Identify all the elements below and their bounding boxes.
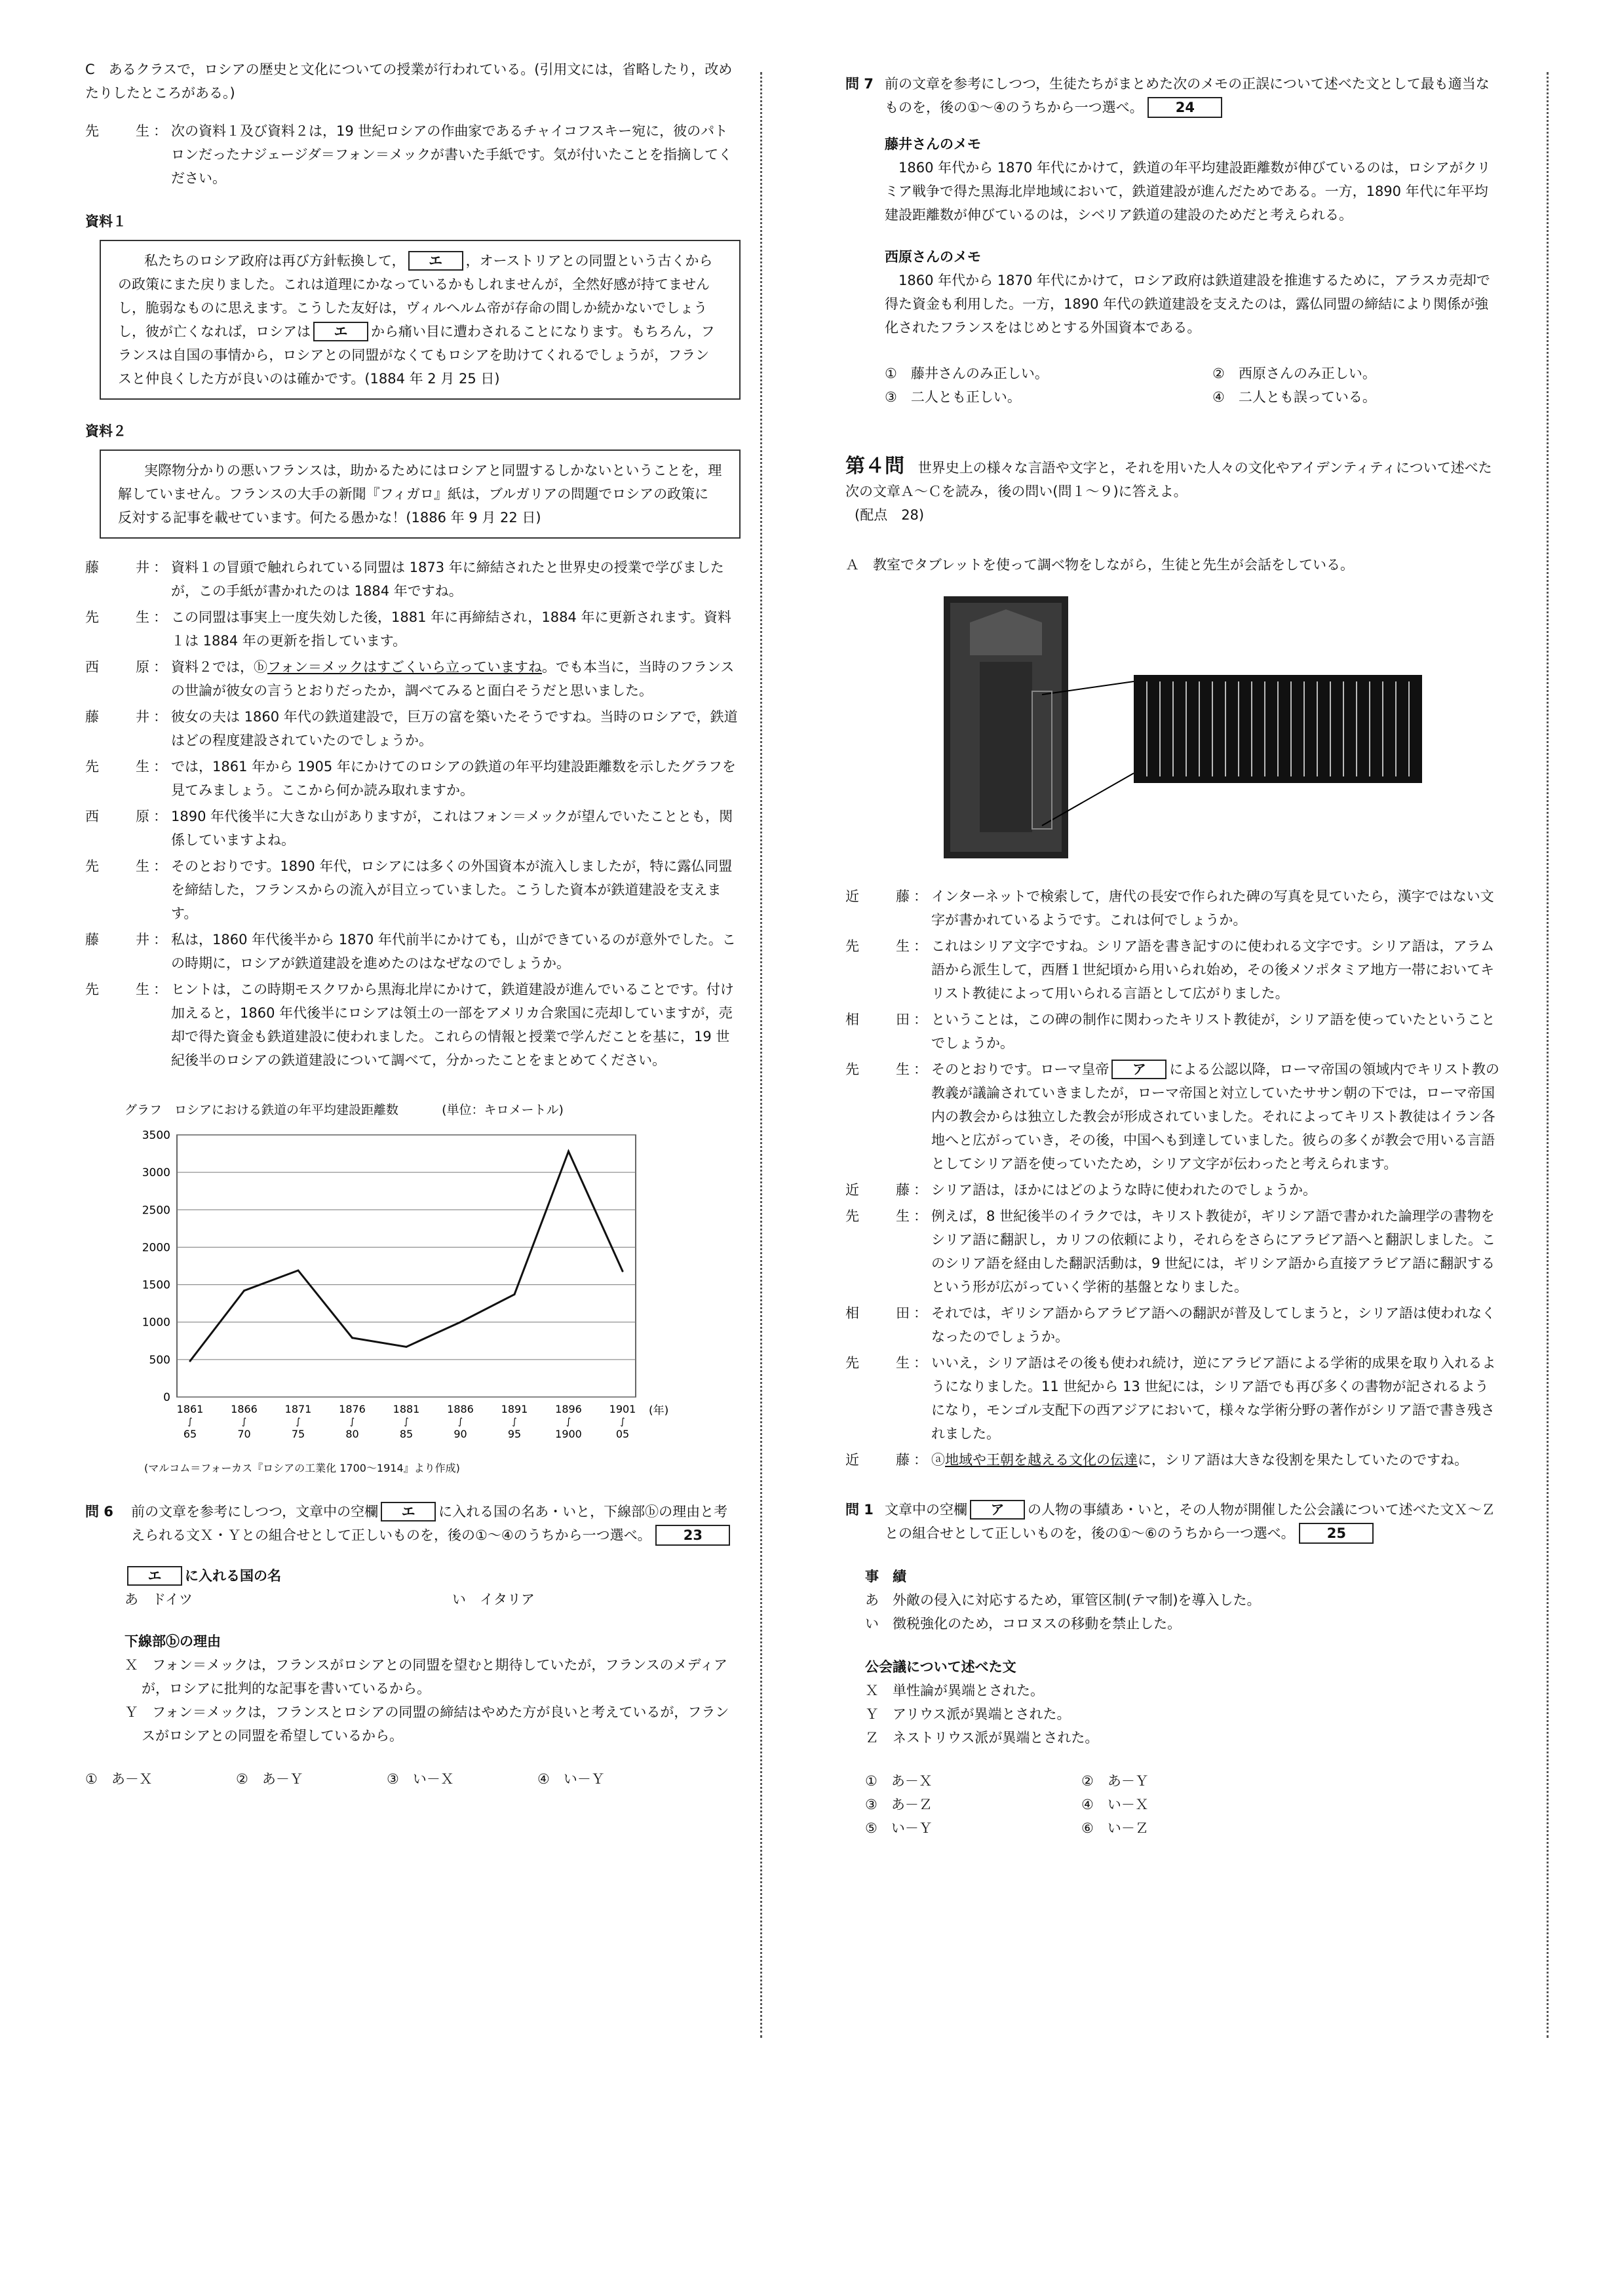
- q1-option[interactable]: ④ い－Ｘ: [1081, 1797, 1149, 1812]
- dialogue-line: 先 生 ： そのとおりです。ローマ皇帝 ア による公認以降，ローマ帝国の領域内でキリスト教の教義が議論されていきましたが，ローマ帝国と対立していたササン朝の下では，ローマ帝国内の教会からは独立した教会が形成されていました。それによってキリスト教徒はイラン各地へと広がっていき，その後，中国へも到達していました。彼らの多くが教会で用いる言語としてシリア語を使っていたため，シリア文字が伝わったと考えられます。: [845, 1058, 1501, 1176]
- dialogue-line: 先 生 ： 例えば，8 世紀後半のイラクでは，キリスト教徒が，ギリシア語で書かれた論理学の書物をシリア語に翻訳し，カリフの依頼により，それらをさらにアラビア語へと翻訳しました。このシリア語を経由した翻訳活動は，9 世紀には，ギリシア語から直接アラビア語に翻訳するという形が広がっていく学術的基盤となりました。: [845, 1204, 1501, 1299]
- blank-e-label: エ: [127, 1566, 182, 1586]
- q7-option[interactable]: ③ 二人とも正しい。: [885, 389, 1021, 405]
- underline-marker: ⓐ: [931, 1452, 945, 1468]
- speaker: 先 生: [845, 1355, 910, 1371]
- x-tick-tilde: ∫: [457, 1417, 463, 1427]
- y-tick-label: 2500: [142, 1204, 170, 1217]
- speaker: 先 生: [845, 1062, 910, 1077]
- y-tick-label: 500: [149, 1353, 170, 1367]
- data-point: [622, 1271, 624, 1272]
- y-tick-label: 3500: [142, 1129, 170, 1142]
- q1-option[interactable]: ⑤ い－Ｙ: [865, 1820, 933, 1836]
- q1-councils: [865, 1655, 1501, 1750]
- ref2-title: 資料２: [85, 423, 126, 439]
- x-tick-label-bottom: 95: [507, 1428, 522, 1440]
- dialogue-line: 相 田 ： それでは，ギリシア語からアラビア語への翻訳が普及してしまうと，シリア語は使われなくなったのでしょうか。: [845, 1301, 1501, 1349]
- utterance: これはシリア文字ですね。シリア語を書き記すのに使われる文字です。シリア語は，アラム語から派生して，西暦１世紀頃から用いられ始め，その後メソポタミア地方一帯においてキリスト教徒によって用いられる言語として広がりました。: [931, 938, 1495, 1001]
- q6-option[interactable]: ① あ－Ｘ: [85, 1771, 153, 1787]
- utterance: この同盟は事実上一度失効した後，1881 年に再締結され，1884 年に更新されます。資料１は 1884 年の更新を指しています。: [171, 609, 731, 649]
- q7-answer-box[interactable]: 24: [1148, 97, 1222, 118]
- q1-answer-box[interactable]: 25: [1299, 1523, 1374, 1544]
- speaker: 先 生: [85, 858, 149, 874]
- q1-option[interactable]: ⑥ い－Ｚ: [1081, 1820, 1149, 1836]
- q1-deeds-head: 事 績: [865, 1569, 906, 1584]
- utterance: いいえ，シリア語はその後も使われ続け，逆にアラビア語による学術的成果を取り入れるようになりました。11 世紀から 13 世紀には，シリア語でも再び多くの書物が記されるようになり，モンゴル支配下の西アジアにおいて，様々な学術分野の著作がシリア語で書き残されました。: [931, 1355, 1496, 1442]
- q7-option[interactable]: ② 西原さんのみ正しい。: [1212, 366, 1376, 381]
- x-tick-label-top: 1886: [447, 1403, 474, 1415]
- x-tick-tilde: ∫: [187, 1417, 193, 1427]
- speaker: 近 藤: [845, 1182, 910, 1198]
- speaker: 先 生: [845, 1208, 910, 1224]
- x-tick-label-top: 1871: [284, 1403, 312, 1415]
- dialogue-line: 西 原 ： 1890 年代後半に大きな山がありますが，これはフォン＝メックが望んでいたこととも，関係していますよね。: [85, 805, 741, 852]
- speaker: 相 田: [845, 1305, 910, 1321]
- dialogue-line: 藤 井 ： 私は，1860 年代後半から 1870 年代前半にかけても，山ができているのが意外でした。この時期に，ロシアが鉄道建設を進めたのはなぜなのでしょうか。: [85, 928, 741, 975]
- dialogue-right: [845, 885, 1501, 1472]
- x-tick-label-bottom: 80: [345, 1428, 359, 1440]
- column-divider: [760, 72, 762, 2038]
- speaker: 相 田: [845, 1012, 910, 1027]
- utterance: 1890 年代後半に大きな山がありますが，これはフォン＝メックが望んでいたこととも，関係していますよね。: [171, 809, 733, 848]
- underlined-phrase: フォン＝メックはすごくいら立っていますね: [267, 659, 542, 675]
- utterance: インターネットで検索して，唐代の長安で作られた碑の写真を見ていたら，漢字ではない文字が書かれているようです。これは何でしょうか。: [931, 889, 1494, 928]
- speaker: 西 原: [85, 659, 149, 675]
- dialogue-line: 先 生 ： ヒントは，この時期モスクワから黒海北岸にかけて，鉄道建設が進んでいることです。付け加えると，1860 年代後半にロシアは領土の一部をアメリカ合衆国に売却していますが，売却で得た資金も鉄道建設に使われました。これらの情報と授業で学んだことを基に，19 世紀後半のロシアの鉄道建設について調べて，分かったことをまとめてください。: [85, 978, 741, 1072]
- q1-statement-z: Ｚ ネストリウス派が異端とされた。: [865, 1730, 1099, 1746]
- chart-unit: (単位：キロメートル): [442, 1103, 564, 1117]
- q1-head: 問 1: [845, 1502, 874, 1518]
- blank-e-label: エ: [408, 251, 463, 271]
- x-tick-label-top: 1901: [609, 1403, 636, 1415]
- plot-frame: [177, 1135, 636, 1397]
- x-tick-label-bottom: 1900: [555, 1428, 582, 1440]
- utterance: ヒントは，この時期モスクワから黒海北岸にかけて，鉄道建設が進んでいることです。付け加えると，1860 年代後半にロシアは領土の一部をアメリカ合衆国に売却していますが，売却で得た資金も鉄道建設に使われました。これらの情報と授業で学んだことを基に，19 世紀後半のロシアの鉄道建設について調べて，分かったことをまとめてください。: [171, 982, 734, 1068]
- section-c-intro: C あるクラスで，ロシアの歴史と文化についての授業が行われている。(引用文には，省略したり，改めたりしたところがある。): [85, 62, 733, 101]
- q1-options: [865, 1769, 1501, 1840]
- q7-text: 前の文章を参考にしつつ，生徒たちがまとめた次のメモの正誤について述べた文として最も適当なものを，後の①～④のうちから一つ選べ。: [885, 76, 1490, 115]
- memo-fujii: [885, 132, 1501, 227]
- question-6: [85, 1500, 741, 1547]
- ref1-text-c: から痛い目に遭わされることになります。もちろん，フランスは自国の事情から，ロシアとの同盟がなくてもロシアを助けてくれるでしょうが，フランスと仲良くした方が良いのは確かです。(1884 年 2 月 25 日): [118, 324, 715, 387]
- section-4-title: 第４問: [845, 455, 904, 478]
- data-point: [351, 1337, 353, 1339]
- q1-text-b: の人物の事績あ・いと，その人物が開催した公会議について述べた文Ｘ～Ｚとの組合せとして正しいものを，後の①～⑥のうちから一つ選べ。: [885, 1502, 1495, 1541]
- utterance: それでは，ギリシア語からアラビア語への翻訳が普及してしまうと，シリア語は使われなくなったのでしょうか。: [931, 1305, 1495, 1345]
- q1-council-head: 公会議について述べた文: [865, 1659, 1016, 1675]
- utterance: 彼女の夫は 1860 年代の鉄道建設で，巨万の富を築いたそうですね。当時のロシアで，鉄道はどの程度建設されていたのでしょうか。: [171, 709, 738, 748]
- x-tick-tilde: ∫: [296, 1417, 301, 1427]
- utterance: 次の資料１及び資料２は，19 世紀ロシアの作曲家であるチャイコフスキー宛に，彼のパトロンだったナジェージダ＝フォン＝メックが書いた手紙です。気が付いたことを指摘してください。: [171, 123, 733, 186]
- blank-a-label: ア: [970, 1500, 1025, 1520]
- speaker: 先 生: [85, 123, 149, 139]
- q1-statement-y: Ｙ アリウス派が異端とされた。: [865, 1706, 1071, 1722]
- utterance: 私は，1860 年代後半から 1870 年代前半にかけても，山ができているのが意外でした。この時期に，ロシアが鉄道建設を進めたのはなぜなのでしょうか。: [171, 932, 736, 971]
- data-point: [298, 1269, 299, 1271]
- x-tick-tilde: ∫: [620, 1417, 625, 1427]
- x-tick-label-bottom: 85: [399, 1428, 414, 1440]
- x-tick-tilde: ∫: [349, 1417, 355, 1427]
- q6-option[interactable]: ③ い－Ｘ: [387, 1771, 454, 1787]
- dialogue-line: 藤 井 ： 彼女の夫は 1860 年代の鉄道建設で，巨万の富を築いたそうですね。当時のロシアで，鉄道はどの程度建設されていたのでしょうか。: [85, 705, 741, 752]
- q7-option[interactable]: ① 藤井さんのみ正しい。: [885, 366, 1049, 381]
- q6-statement-y: Ｙ フォン＝メックは，フランスとロシアの同盟の締結はやめた方が良いと考えているが，フランスがロシアとの同盟を希望しているから。: [125, 1704, 729, 1744]
- q1-option[interactable]: ③ あ－Ｚ: [865, 1797, 933, 1812]
- x-tick-label-bottom: 65: [183, 1428, 197, 1440]
- x-tick-label-bottom: 05: [615, 1428, 630, 1440]
- q6-text-b: に入れる国の名あ・いと，下線部ⓑの理由と考えられる文Ｘ・Ｙとの組合せとして正しいものを，後の①～④のうちから一つ選べ。: [131, 1504, 728, 1543]
- utterance: [931, 1058, 1501, 1176]
- q6-option[interactable]: ② あ－Ｙ: [236, 1771, 303, 1787]
- ref1-title: 資料１: [85, 214, 126, 229]
- speaker: 西 原: [85, 809, 149, 824]
- section-4-header: [845, 455, 1501, 527]
- utterance-pre: 資料２では，: [171, 659, 254, 675]
- data-point: [406, 1346, 408, 1348]
- q1-option[interactable]: ① あ－Ｘ: [865, 1773, 933, 1789]
- utterance: 資料１の冒頭で触れられている同盟は 1873 年に締結されたと世界史の授業で学びましたが，この手紙が書かれたのは 1884 年ですね。: [171, 560, 724, 599]
- q6-option[interactable]: ④ い－Ｙ: [537, 1771, 605, 1787]
- series-line: [190, 1151, 623, 1361]
- q6-country-a: あ ドイツ: [125, 1592, 193, 1607]
- chart-source: (マルコム＝フォーカス『ロシアの工業化 1700～1914』より作成): [144, 1462, 460, 1474]
- y-tick-label: 1500: [142, 1278, 170, 1292]
- chart-caption-row: [125, 1098, 741, 1122]
- x-tick-label-top: 1866: [231, 1403, 258, 1415]
- underline-marker: ⓑ: [254, 659, 267, 675]
- ref1-text-b: ，オーストリアとの同盟という古くからの政策にまた戻りました。これは道理にかなっているかもしれませんが，全然好感が持てませんし，脆弱なものに思えます。こうした友好は，ヴィルヘルム帝が存命の間しか続かないでしょうし，彼が亡くなれば，ロシアは: [118, 253, 713, 339]
- speaker: 近 藤: [845, 1452, 910, 1468]
- chart-svg: [125, 1122, 688, 1449]
- memo2-text: 1860 年代から 1870 年代にかけて，ロシア政府は鉄道建設を推進するために，アラスカ売却で得た資金も利用した。一方，1890 年代の鉄道建設を支えたのは，露仏同盟の締結により関係が強化されたフランスをはじめとする外国資本である。: [885, 273, 1490, 335]
- utterance: では，1861 年から 1905 年にかけてのロシアの鉄道の年平均建設距離数を示したグラフを見てみましょう。ここから何か読み取れますか。: [171, 759, 736, 798]
- memo2-title: 西原さんのメモ: [885, 249, 981, 265]
- ref2-box: [100, 450, 741, 539]
- dialogue-line: 近 藤 ： シリア語は，ほかにはどのような時に使われたのでしょうか。: [845, 1178, 1501, 1202]
- right-edge-divider: [1547, 72, 1549, 2038]
- utterance-pre: そのとおりです。ローマ皇帝: [931, 1062, 1109, 1077]
- x-tick-label-bottom: 90: [453, 1428, 467, 1440]
- utterance: シリア語は，ほかにはどのような時に使われたのでしょうか。: [931, 1182, 1317, 1198]
- utterance: [171, 655, 741, 702]
- x-tick-tilde: ∫: [566, 1417, 571, 1427]
- y-tick-label: 0: [163, 1391, 170, 1404]
- ref2-text: 実際物分かりの悪いフランスは，助かるためにはロシアと同盟するしかないということを，理解していません。フランスの大手の新聞『フィガロ』紙は，ブルガリアの問題でロシアの政策に反対する記事を載せています。何たる愚かな！(1886 年 9 月 22 日): [118, 463, 722, 526]
- q6-country-head: に入れる国の名: [185, 1568, 281, 1584]
- speaker: 藤 井: [85, 560, 149, 575]
- underlined-phrase: 地域や王朝を越える文化の伝達: [945, 1452, 1138, 1468]
- speaker: 先 生: [85, 609, 149, 625]
- q6-answer-box[interactable]: 23: [655, 1525, 730, 1546]
- utterance-post: による公認以降，ローマ帝国の領域内でキリスト教の教義が議論されていきましたが，ローマ帝国と対立していたササン朝の下では，ローマ帝国内の教会からは独立した教会が形成されていました。それによってキリスト教徒はイラン各地へと広がっていき，その後，中国へも到達していました。彼らの多くが教会で用いる言語としてシリア語を使っていたため，シリア文字が伝わったと考えられます。: [931, 1062, 1499, 1172]
- q1-deed-a: あ 外敵の侵入に対応するため，軍管区制(テマ制)を導入した。: [865, 1592, 1261, 1608]
- x-tick-tilde: ∫: [404, 1417, 409, 1427]
- speaker: 近 藤: [845, 889, 910, 904]
- dialogue-line: 先 生 ： では，1861 年から 1905 年にかけてのロシアの鉄道の年平均建設距離数を示したグラフを見てみましょう。ここから何か読み取れますか。: [85, 755, 741, 802]
- ref1-text-a: 私たちのロシア政府は再び方針転換して，: [144, 253, 406, 269]
- dialogue-line: 先 生 ： そのとおりです。1890 年代，ロシアには多くの外国資本が流入しましたが，特に露仏同盟を締結した，フランスからの流入が目立っていました。こうした資本が鉄道建設を支えます。: [85, 854, 741, 925]
- ref1-box: [100, 240, 741, 400]
- q1-text-a: 文章中の空欄: [885, 1502, 967, 1518]
- x-tick-label-top: 1881: [393, 1403, 420, 1415]
- blank-e-label: エ: [381, 1502, 436, 1521]
- q6-text-a: 前の文章を参考にしつつ，文章中の空欄: [131, 1504, 379, 1520]
- utterance-post: 。でも本当に，当時のフランスの世論が彼女の言うとおりだったか，調べてみると面白そうだと思いました。: [171, 659, 735, 698]
- x-tick-tilde: ∫: [512, 1417, 517, 1427]
- q6-options: [85, 1767, 741, 1791]
- utterance: ということは，この碑の制作に関わったキリスト教徒が，シリア語を使っていたということでしょうか。: [931, 1012, 1495, 1051]
- dialogue-line: 先 生 ： いいえ，シリア語はその後も使われ続け，逆にアラビア語による学術的成果を取り入れるようになりました。11 世紀から 13 世紀には，シリア語でも再び多くの書物が記されるようになり，モンゴル支配下の西アジアにおいて，様々な学術分野の著作がシリア語で書き残されました。: [845, 1351, 1501, 1445]
- data-point: [243, 1290, 245, 1292]
- data-point: [568, 1151, 569, 1153]
- x-tick-label-top: 1891: [501, 1403, 528, 1415]
- speaker: 藤 井: [85, 709, 149, 725]
- teacher-intro: 先 生 ： 次の資料１及び資料２は，19 世紀ロシアの作曲家であるチャイコフスキー宛に，彼のパトロンだったナジェージダ＝フォン＝メックが書いた手紙です。気が付いたことを指摘してください。: [85, 119, 741, 190]
- question-1: [845, 1498, 1501, 1545]
- speaker: 藤 井: [85, 932, 149, 947]
- section-4-text: 世界史上の様々な言語や文字と，それを用いた人々の文化やアイデンティティについて述べた次の文章Ａ～Ｃを読み，後の問い(問１～９)に答えよ。: [845, 460, 1492, 499]
- left-column: [85, 58, 741, 1791]
- memo-nishihara: [885, 245, 1501, 339]
- question-7: [845, 72, 1501, 119]
- y-tick-label: 3000: [142, 1166, 170, 1180]
- stele-photo: [944, 596, 1429, 858]
- dialogue-line: 先 生 ： これはシリア文字ですね。シリア語を書き記すのに使われる文字です。シリア語は，アラム語から派生して，西暦１世紀頃から用いられ始め，その後メソポタミア地方一帯においてキリスト教徒によって用いられる言語として広がりました。: [845, 934, 1501, 1005]
- blank-label: ア: [1111, 1060, 1167, 1079]
- y-tick-label: 1000: [142, 1316, 170, 1330]
- section-4-points: (配点 28): [855, 507, 925, 523]
- q6-statement-x: Ｘ フォン＝メックは，フランスがロシアとの同盟を望むと期待していたが，フランスのメディアが，ロシアに批判的な記事を書いているから。: [125, 1657, 728, 1696]
- q6-reason-block: [125, 1630, 741, 1748]
- q6-head: 問 6: [85, 1504, 113, 1520]
- data-point: [189, 1360, 191, 1362]
- q6-country-i: い イタリア: [452, 1592, 535, 1607]
- data-point: [514, 1293, 516, 1295]
- dialogue-line: 相 田 ： ということは，この碑の制作に関わったキリスト教徒が，シリア語を使っていたということでしょうか。: [845, 1008, 1501, 1055]
- blank-e-label: エ: [313, 322, 368, 341]
- memo1-title: 藤井さんのメモ: [885, 136, 981, 152]
- utterance: 例えば，8 世紀後半のイラクでは，キリスト教徒が，ギリシア語で書かれた論理学の書物をシリア語に翻訳し，カリフの依頼により，それらをさらにアラビア語へと翻訳しました。このシリア語を経由した翻訳活動は，9 世紀には，ギリシア語から直接アラビア語に翻訳するという形が広がっていく学術的基盤となりました。: [931, 1208, 1495, 1295]
- q7-head: 問 7: [845, 76, 874, 92]
- railway-chart: [125, 1098, 741, 1480]
- q6-country-block: [125, 1564, 741, 1611]
- q1-deed-i: い 徴税強化のため，コロヌスの移動を禁止した。: [865, 1616, 1182, 1632]
- x-tick-label-bottom: 75: [291, 1428, 305, 1440]
- part-a-intro: Ａ 教室でタブレットを使って調べ物をしながら，生徒と先生が会話をしている。: [845, 557, 1354, 573]
- q1-option[interactable]: ② あ－Ｙ: [1081, 1773, 1149, 1789]
- x-axis-label: (年): [649, 1404, 669, 1417]
- x-tick-label-top: 1876: [339, 1403, 366, 1415]
- dialogue-line: 西 原 ： 資料２では，ⓑフォン＝メックはすごくいら立っていますね。でも本当に，当時のフランスの世論が彼女の言うとおりだったか，調べてみると面白そうだと思いました。: [85, 655, 741, 702]
- speaker: 先 生: [845, 938, 910, 954]
- x-tick-label-top: 1861: [176, 1403, 204, 1415]
- data-point: [459, 1321, 461, 1323]
- q7-option[interactable]: ④ 二人とも誤っている。: [1212, 389, 1376, 405]
- dialogue-line: 先 生 ： この同盟は事実上一度失効した後，1881 年に再締結され，1884 年に更新されます。資料１は 1884 年の更新を指しています。: [85, 605, 741, 653]
- stele-image: [944, 596, 1429, 858]
- speaker: 先 生: [85, 759, 149, 775]
- x-tick-label-top: 1896: [555, 1403, 582, 1415]
- dialogue-line: 近 藤 ： ⓐ地域や王朝を越える文化の伝達に，シリア語は大きな役割を果たしていたのですね。: [845, 1448, 1501, 1472]
- speaker: 先 生: [85, 982, 149, 997]
- q7-options: [885, 362, 1475, 409]
- memo1-text: 1860 年代から 1870 年代にかけて，鉄道の年平均建設距離数が伸びているのは，ロシアがクリミア戦争で得た黒海北岸地域において，鉄道建設が進んだためである。一方，1890 年代に年平均建設距離数が伸びているのは，シベリア鉄道の建設のためだと考えられる。: [885, 160, 1491, 223]
- dialogue-line: 近 藤 ： インターネットで検索して，唐代の長安で作られた碑の写真を見ていたら，漢字ではない文字が書かれているようです。これは何でしょうか。: [845, 885, 1501, 932]
- chart-title: グラフ ロシアにおける鉄道の年平均建設距離数: [125, 1103, 399, 1117]
- utterance-post: に，シリア語は大きな役割を果たしていたのですね。: [1138, 1452, 1468, 1468]
- y-tick-label: 2000: [142, 1241, 170, 1255]
- q1-deeds: [865, 1565, 1501, 1636]
- right-column: [845, 72, 1501, 1840]
- x-tick-label-bottom: 70: [237, 1428, 251, 1440]
- x-tick-tilde: ∫: [241, 1417, 247, 1427]
- dialogue-line: 藤 井 ： 資料１の冒頭で触れられている同盟は 1873 年に締結されたと世界史の授業で学びましたが，この手紙が書かれたのは 1884 年ですね。: [85, 556, 741, 603]
- q6-reason-head: 下線部ⓑの理由: [125, 1634, 221, 1649]
- utterance: そのとおりです。1890 年代，ロシアには多くの外国資本が流入しましたが，特に露仏同盟を締結した，フランスからの流入が目立っていました。こうした資本が鉄道建設を支えます。: [171, 858, 733, 921]
- q1-statement-x: Ｘ 単性論が異端とされた。: [865, 1683, 1044, 1698]
- utterance: [931, 1448, 1501, 1472]
- dialogue-left: [85, 556, 741, 1072]
